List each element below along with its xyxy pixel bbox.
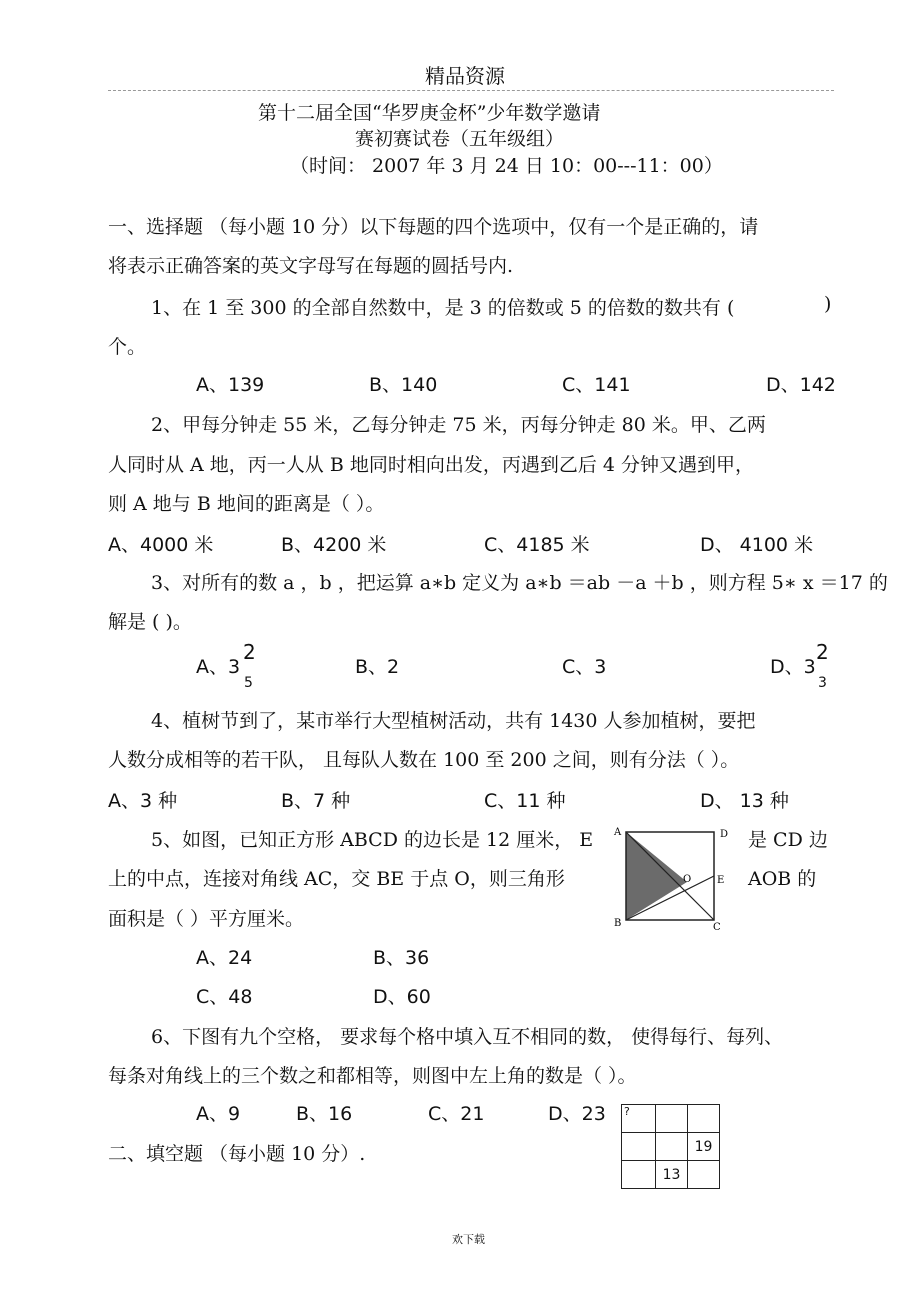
q2-option-c: C、4185 米 bbox=[484, 534, 590, 556]
title-line-2: 赛初赛试卷（五年级组） bbox=[355, 128, 565, 150]
q3-option-a-denominator: 5 bbox=[244, 675, 253, 691]
q1-paren-close: ) bbox=[824, 293, 832, 315]
grid-cell bbox=[688, 1161, 720, 1189]
q1-option-c: C、141 bbox=[562, 374, 631, 396]
q5-text-cont-2: 面积是（ ）平方厘米。 bbox=[108, 908, 305, 930]
grid-cell bbox=[622, 1161, 656, 1189]
grid-cell: 19 bbox=[688, 1133, 720, 1161]
q3-option-d-denominator: 3 bbox=[818, 675, 827, 691]
grid-cell bbox=[688, 1105, 720, 1133]
q1-option-a: A、139 bbox=[196, 374, 265, 396]
q2-option-a: A、4000 米 bbox=[108, 534, 214, 556]
q3-option-d-numerator: 2 bbox=[816, 640, 829, 664]
section1-heading-cont: 将表示正确答案的英文字母写在每题的圆括号内. bbox=[108, 255, 514, 277]
q3-option-c: C、3 bbox=[562, 656, 607, 678]
label-d: D bbox=[720, 829, 729, 840]
q3-option-d-label: D、3 bbox=[770, 656, 816, 678]
q3-option-b: B、2 bbox=[355, 656, 400, 678]
q4-option-c: C、11 种 bbox=[484, 790, 566, 812]
triangle-aob bbox=[626, 832, 687, 920]
section2-heading: 二、填空题 （每小题 10 分）. bbox=[108, 1143, 366, 1165]
q4-option-d: D、 13 种 bbox=[700, 790, 789, 812]
q5-text-cont: 上的中点，连接对角线 AC，交 BE 于点 O，则三角形 bbox=[108, 868, 565, 890]
square-figure bbox=[610, 822, 735, 934]
q3-text: 3、对所有的数 a ，b ，把运算 a∗b 定义为 a∗b ＝ab －a ＋b ，则方程 5∗ x ＝17 的 bbox=[151, 572, 888, 594]
q2-text: 2、甲每分钟走 55 米，乙每分钟走 75 米，丙每分钟走 80 米。甲、乙两 bbox=[151, 414, 766, 436]
label-b: B bbox=[614, 918, 622, 929]
q1-text-cont: 个。 bbox=[108, 336, 147, 358]
q2-option-b: B、4200 米 bbox=[281, 534, 387, 556]
q5-option-d: D、60 bbox=[373, 986, 431, 1008]
q5-text-cont-right: AOB 的 bbox=[748, 868, 817, 890]
label-e: E bbox=[717, 875, 725, 886]
q1-option-b: B、140 bbox=[369, 374, 438, 396]
grid-cell bbox=[622, 1133, 656, 1161]
grid-cell bbox=[656, 1105, 688, 1133]
grid-cell bbox=[656, 1133, 688, 1161]
q2-text-cont-2: 则 A 地与 B 地间的距离是（ ）。 bbox=[108, 493, 385, 515]
q3-option-a-label: A、3 bbox=[196, 656, 241, 678]
q6-text-cont: 每条对角线上的三个数之和都相等，则图中左上角的数是（ ）。 bbox=[108, 1065, 637, 1087]
q2-text-cont: 人同时从 A 地，丙一人从 B 地同时相向出发，丙遇到乙后 4 分钟又遇到甲， bbox=[108, 454, 755, 476]
title-line-3: （时间： 2007 年 3 月 24 日 10：00---11：00） bbox=[290, 155, 723, 177]
q6-option-a: A、9 bbox=[196, 1103, 241, 1125]
q4-option-a: A、3 种 bbox=[108, 790, 178, 812]
q3-text-cont: 解是 ( )。 bbox=[108, 611, 192, 633]
q4-text-cont: 人数分成相等的若干队， 且每队人数在 100 至 200 之间，则有分法（ ）。 bbox=[108, 749, 740, 771]
label-a: A bbox=[614, 827, 622, 838]
q6-option-c: C、21 bbox=[428, 1103, 485, 1125]
q5-text-right: 是 CD 边 bbox=[748, 829, 828, 851]
magic-square-grid bbox=[621, 1104, 720, 1189]
q6-option-b: B、16 bbox=[296, 1103, 353, 1125]
title-line-1: 第十二届全国“华罗庚金杯”少年数学邀请 bbox=[258, 102, 601, 124]
header-divider bbox=[108, 90, 834, 91]
q4-text: 4、植树节到了，某市举行大型植树活动，共有 1430 人参加植树，要把 bbox=[151, 710, 756, 732]
q5-option-a: A、24 bbox=[196, 947, 253, 969]
q5-option-b: B、36 bbox=[373, 947, 430, 969]
page-header-label: 精品资源 bbox=[425, 64, 505, 88]
q6-text: 6、下图有九个空格， 要求每个格中填入互不相同的数， 使得每行、每列、 bbox=[151, 1026, 784, 1048]
q5-text: 5、如图，已知正方形 ABCD 的边长是 12 厘米， E bbox=[151, 829, 594, 851]
q6-option-d: D、23 bbox=[548, 1103, 606, 1125]
section1-heading: 一、选择题 （每小题 10 分）以下每题的四个选项中，仅有一个是正确的，请 bbox=[108, 216, 759, 238]
q5-option-c: C、48 bbox=[196, 986, 253, 1008]
grid-cell: 13 bbox=[656, 1161, 688, 1189]
label-o: O bbox=[683, 874, 692, 885]
q2-option-d: D、 4100 米 bbox=[700, 534, 814, 556]
q1-option-d: D、142 bbox=[766, 374, 836, 396]
q3-option-a-numerator: 2 bbox=[243, 640, 256, 664]
page-footer-label: 欢下载 bbox=[452, 1233, 485, 1246]
q4-option-b: B、7 种 bbox=[281, 790, 351, 812]
q1-text: 1、在 1 至 300 的全部自然数中，是 3 的倍数或 5 的倍数的数共有 ( bbox=[151, 297, 735, 319]
grid-cell: ? bbox=[622, 1105, 656, 1133]
label-c: C bbox=[713, 922, 721, 933]
